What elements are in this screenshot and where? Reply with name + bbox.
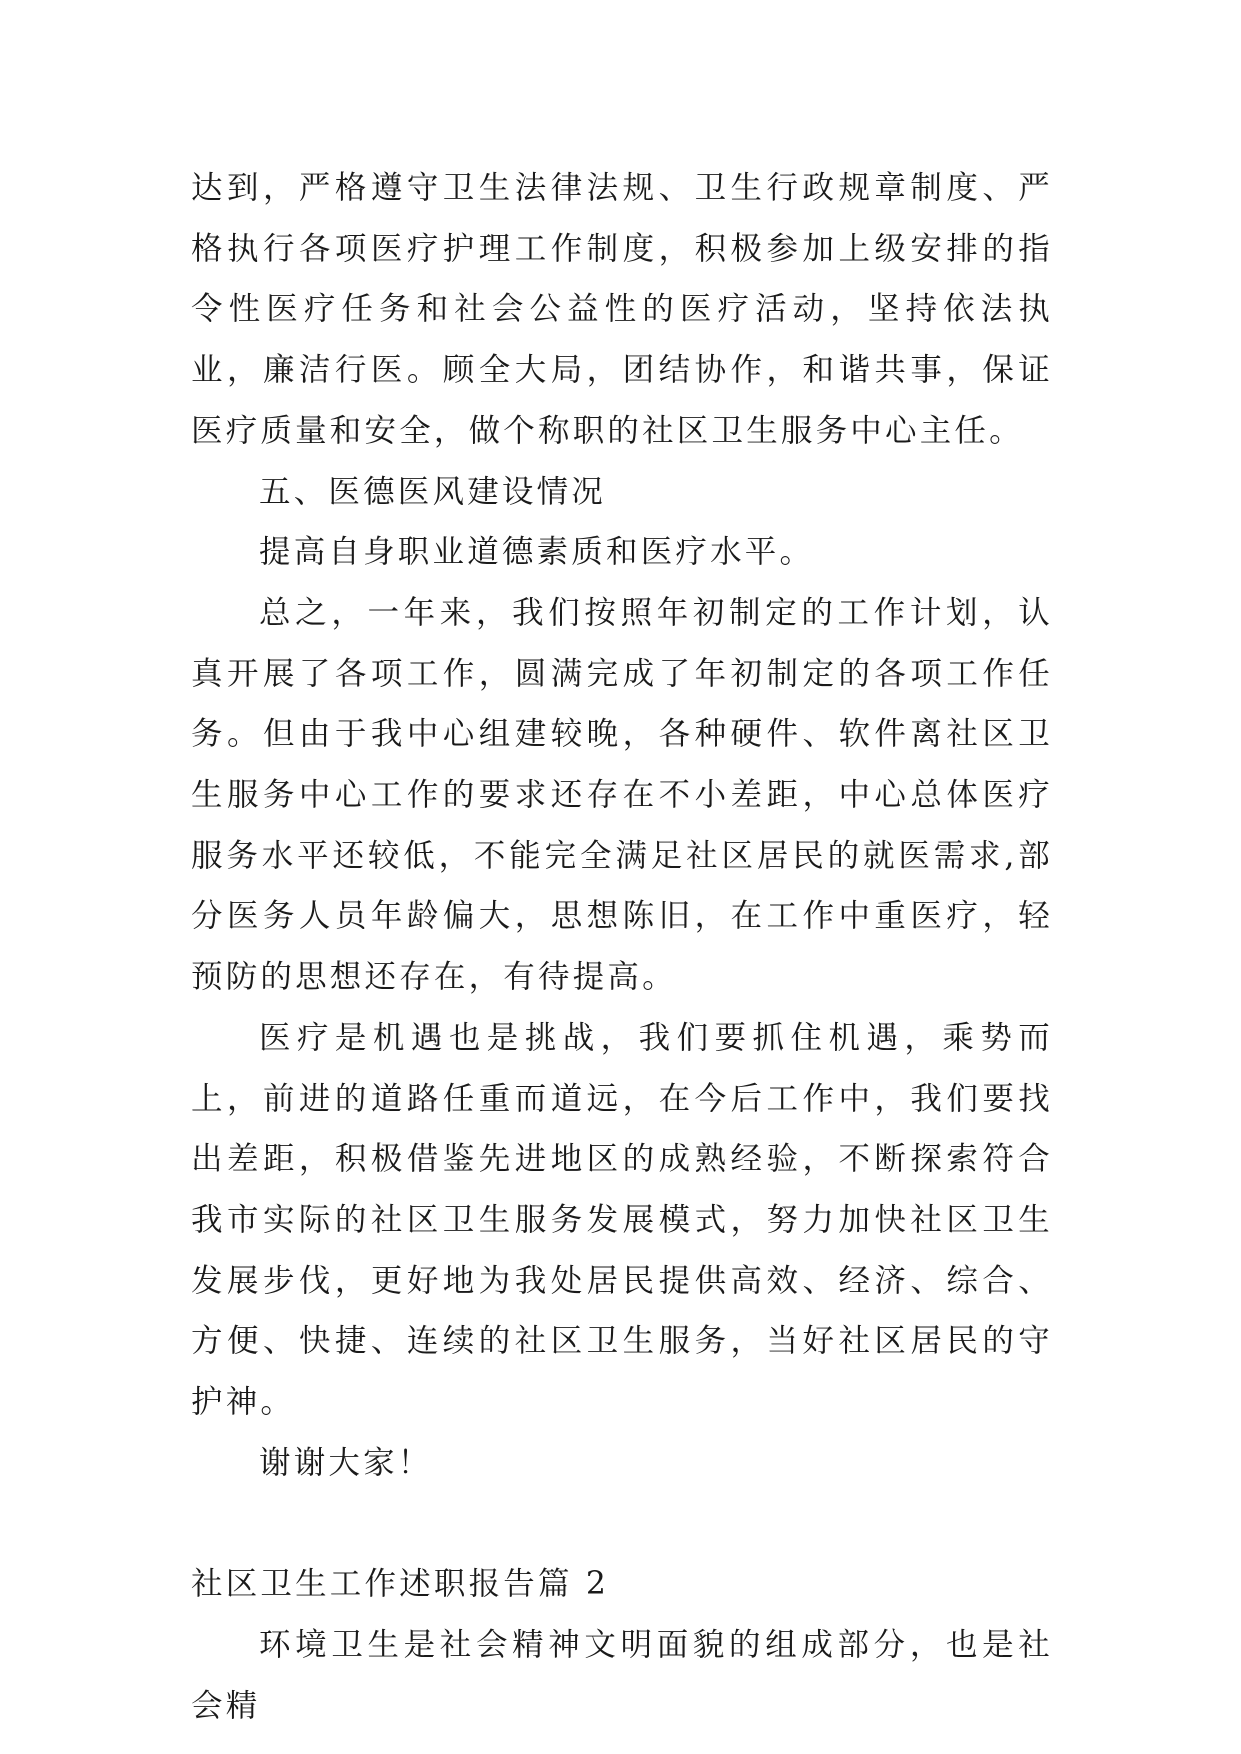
document-body	[191, 158, 1053, 1736]
article-title: 社区卫生工作述职报告篇 2	[191, 1566, 610, 1603]
paragraph: 环境卫生是社会精神文明面貌的组成部分，也是社会精	[191, 1626, 1053, 1724]
section-heading: 五、医德医风建设情况	[259, 473, 607, 510]
paragraph: 达到，严格遵守卫生法律法规、卫生行政规章制度、严格执行各项医疗护理工作制度，积极参加上级安排的指令性医疗任务和社会公益性的医疗活动，坚持依法执业，廉洁行医。顾全大局，团结协作，和谐共事，保证医疗质量和安全，做个称职的社区卫生服务中心主任。	[191, 170, 1053, 449]
blank-line	[191, 1493, 1053, 1554]
paragraph: 提高自身职业道德素质和医疗水平。	[259, 534, 815, 571]
paragraph: 医疗是机遇也是挑战，我们要抓住机遇，乘势而上，前进的道路任重而道远，在今后工作中，我们要找出差距，积极借鉴先进地区的成熟经验，不断探索符合我市实际的社区卫生服务发展模式，努力加快社区卫生发展步伐，更好地为我处居民提供高效、经济、综合、方便、快捷、连续的社区卫生服务，当好社区居民的守护神。	[191, 1019, 1053, 1421]
closing-remark: 谢谢大家！	[259, 1444, 433, 1481]
paragraph: 总之，一年来，我们按照年初制定的工作计划，认真开展了各项工作，圆满完成了年初制定的各项工作任务。但由于我中心组建较晚，各种硬件、软件离社区卫生服务中心工作的要求还存在不小差距，中心总体医疗服务水平还较低，不能完全满足社区居民的就医需求,部分医务人员年龄偏大，思想陈旧，在工作中重医疗，轻预防的思想还存在，有待提高。	[191, 594, 1053, 996]
